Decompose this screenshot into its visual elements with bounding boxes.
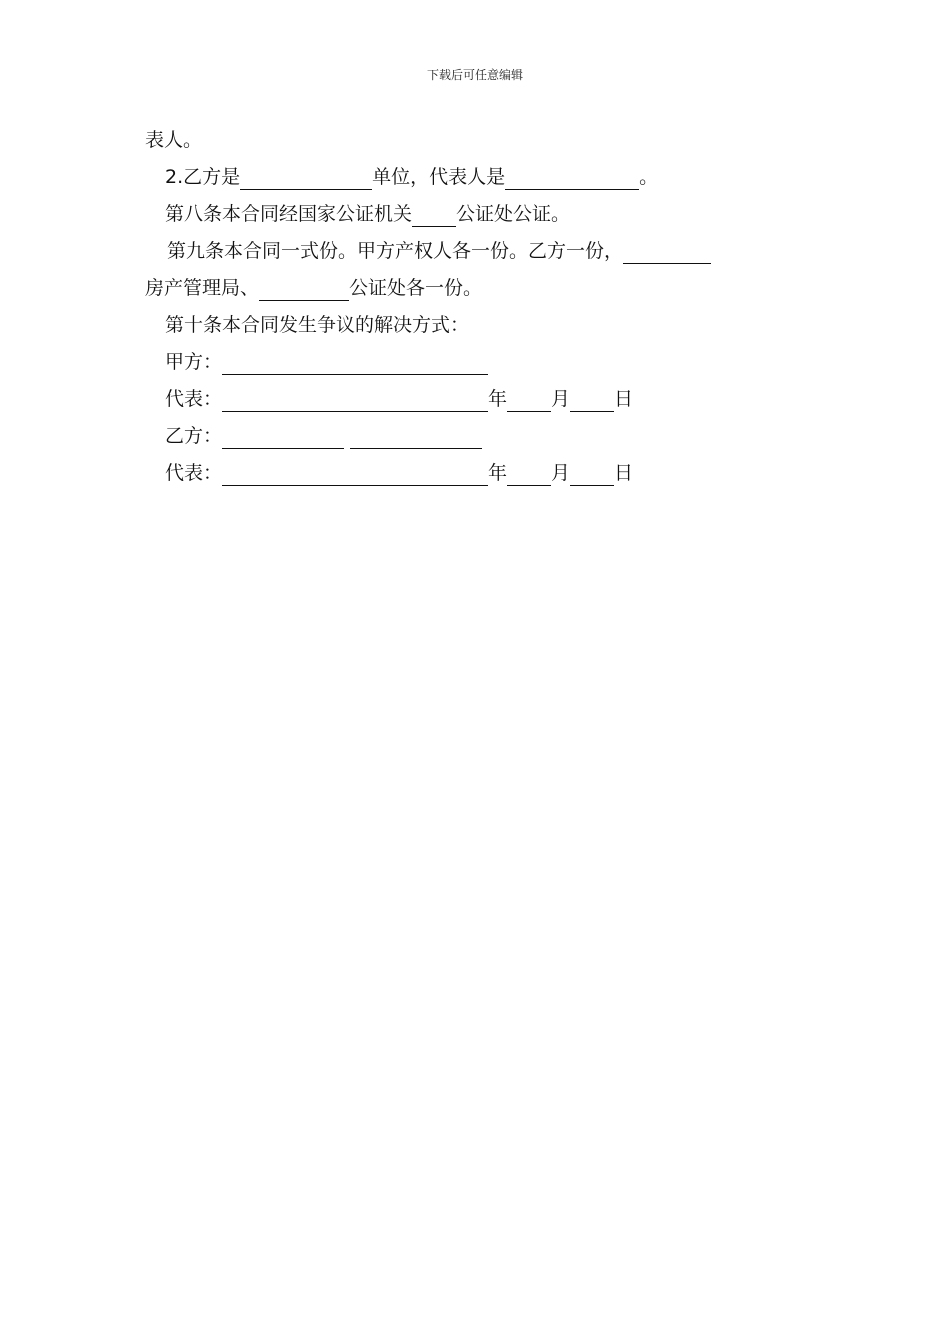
- text-segment: 第八条本合同经国家公证机关: [165, 203, 413, 225]
- contract-body: [145, 122, 825, 492]
- year-label: 年: [488, 462, 508, 484]
- year-label: 年: [488, 388, 508, 410]
- day-label: 日: [614, 388, 634, 410]
- blank-party-a-name[interactable]: [222, 350, 488, 375]
- blank-party-b-name-2[interactable]: [350, 424, 482, 449]
- text-segment: 单位，代表人是: [372, 166, 506, 188]
- rep-a-label: 代表：: [165, 388, 223, 410]
- text-segment: 2.乙方是: [165, 166, 241, 188]
- month-label: 月: [551, 462, 571, 484]
- blank-rep-b-name[interactable]: [222, 461, 488, 486]
- line-article-9-cont: [145, 270, 825, 307]
- text-segment: 房产管理局、: [145, 277, 260, 299]
- line-party-a-representative: [145, 381, 825, 418]
- text-segment: 表人。: [145, 129, 203, 151]
- blank-year-a[interactable]: [507, 387, 551, 412]
- line-party-b-signature: [145, 418, 825, 455]
- blank-party-b-name[interactable]: [222, 424, 344, 449]
- party-b-label: 乙方：: [165, 425, 223, 447]
- blank-month-b[interactable]: [570, 461, 614, 486]
- party-a-label: 甲方：: [165, 351, 223, 373]
- line-party-b-unit: [145, 159, 825, 196]
- line-representative-end: [145, 122, 825, 159]
- text-segment: 第九条本合同一式份。甲方产权人各一份。乙方一份，: [167, 240, 624, 262]
- blank-party-b-representative[interactable]: [505, 165, 639, 190]
- month-label: 月: [551, 388, 571, 410]
- text-segment: 公证处各一份。: [349, 277, 483, 299]
- text-segment: 。: [639, 166, 659, 188]
- line-party-a-signature: [145, 344, 825, 381]
- page-header-note: 下载后可任意编辑: [426, 68, 523, 82]
- blank-month-a[interactable]: [570, 387, 614, 412]
- text-segment: 第十条本合同发生争议的解决方式：: [165, 314, 470, 336]
- blank-year-b[interactable]: [507, 461, 551, 486]
- line-article-10: [145, 307, 825, 344]
- day-label: 日: [614, 462, 634, 484]
- blank-notary-city[interactable]: [259, 276, 349, 301]
- line-article-8: [145, 196, 825, 233]
- rep-b-label: 代表：: [165, 462, 223, 484]
- line-party-b-representative: [145, 455, 825, 492]
- blank-rep-a-name[interactable]: [222, 387, 488, 412]
- blank-city-name[interactable]: [623, 239, 711, 264]
- blank-party-b-unit[interactable]: [240, 165, 372, 190]
- text-segment: 公证处公证。: [456, 203, 571, 225]
- blank-notary-office[interactable]: [412, 202, 456, 227]
- line-article-9: [145, 233, 825, 270]
